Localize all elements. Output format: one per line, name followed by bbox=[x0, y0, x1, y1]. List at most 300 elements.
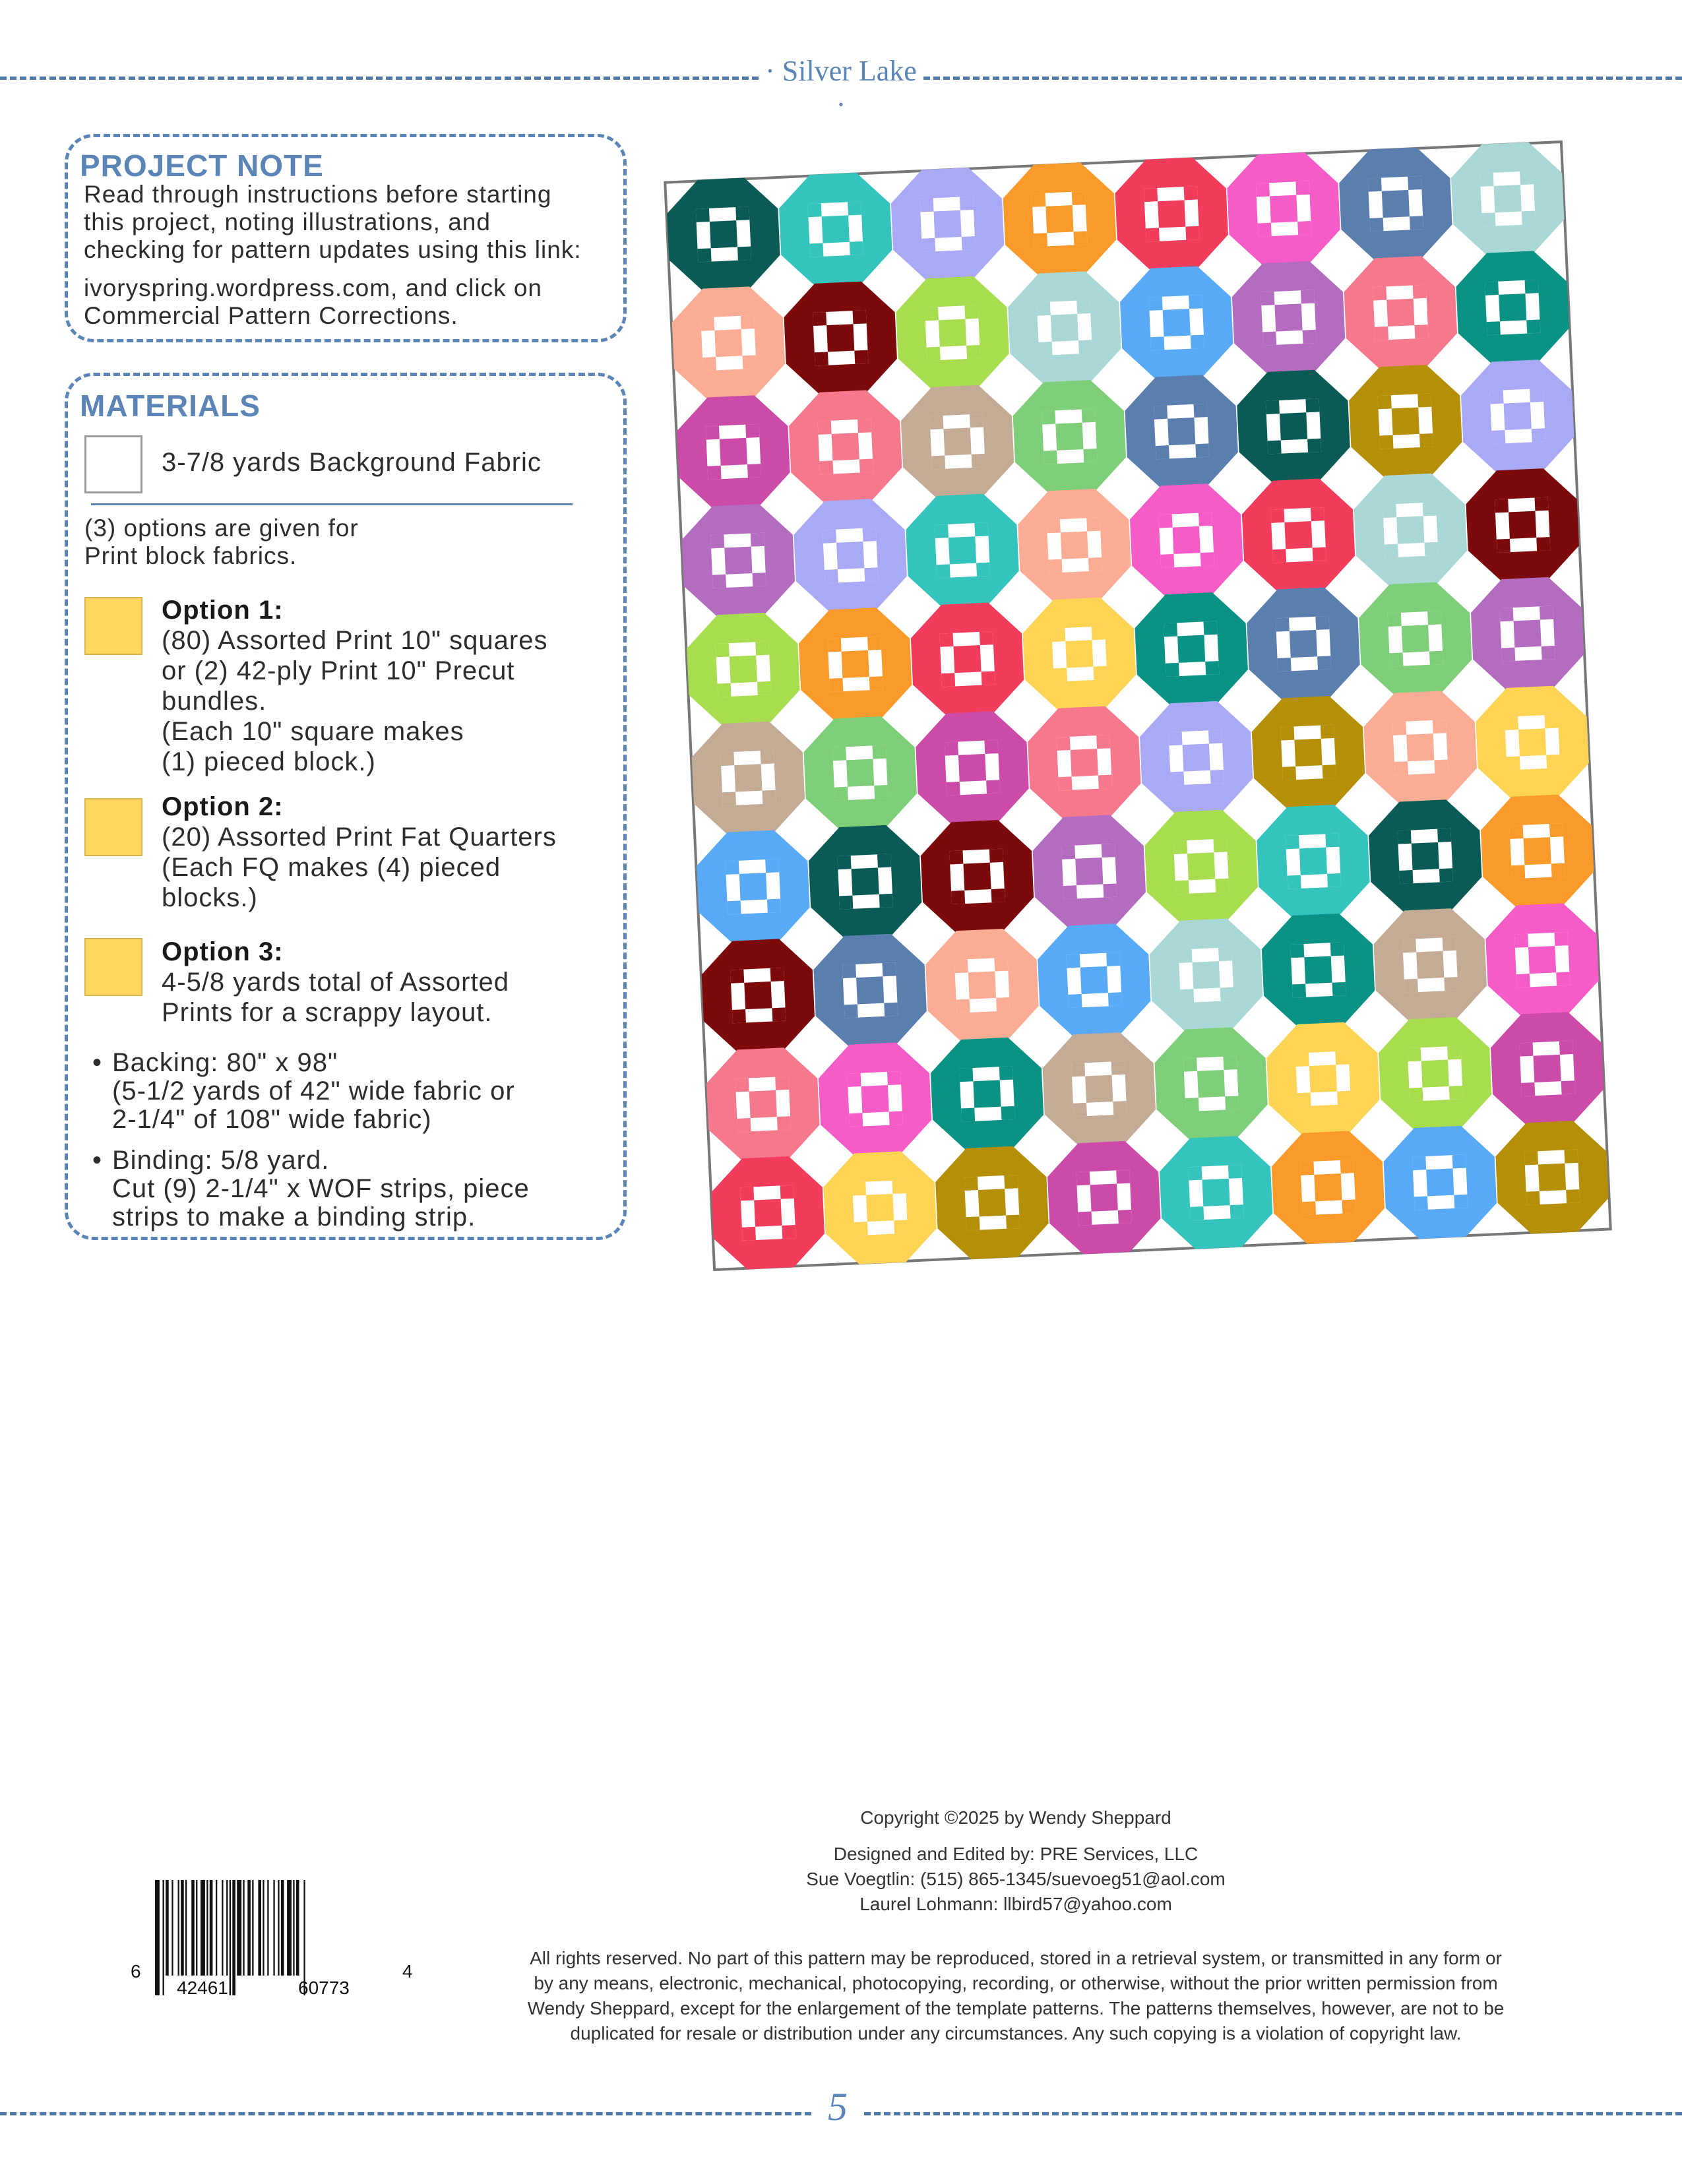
barcode-bar bbox=[263, 1880, 264, 1976]
quilt-block-corner-piece bbox=[960, 197, 974, 210]
barcode-bar bbox=[267, 1880, 268, 1976]
quilt-block-corner-piece bbox=[1208, 730, 1222, 743]
quilt-block-white-piece bbox=[808, 216, 823, 243]
binding-line: Binding: 5/8 yard. bbox=[112, 1146, 330, 1175]
quilt-block-white-piece bbox=[833, 760, 848, 787]
quilt-block-corner-piece bbox=[854, 1222, 868, 1235]
note-link-line[interactable]: ivoryspring.wordpress.com, and click on bbox=[84, 274, 542, 301]
quilt-block-corner-piece bbox=[954, 959, 968, 973]
quilt-block-corner-piece bbox=[1449, 1086, 1463, 1100]
quilt-block-white-piece bbox=[1393, 735, 1408, 762]
quilt-block-corner-piece bbox=[882, 962, 896, 976]
quilt-block-corner-piece bbox=[1409, 1088, 1423, 1102]
quilt-block-corner-piece bbox=[1170, 772, 1184, 786]
quilt-block-corner-piece bbox=[1103, 883, 1117, 897]
quilt-block-corner-piece bbox=[1427, 611, 1441, 625]
quilt-block-corner-piece bbox=[717, 683, 731, 697]
rights-line: All rights reserved. No part of this pattern may be reproduced, stored in a retrieval system, or transmitted in any form or bbox=[530, 1948, 1502, 1968]
credits bbox=[759, 1805, 1273, 1917]
quilt-block-corner-piece bbox=[1164, 623, 1177, 637]
quilt-block-corner-piece bbox=[1412, 1156, 1426, 1170]
barcode-bar bbox=[278, 1880, 279, 1976]
quilt-block-white-piece bbox=[995, 971, 1009, 998]
quilt-block-white-piece bbox=[1540, 619, 1555, 646]
quilt-block-corner-piece bbox=[1330, 942, 1344, 956]
note-line: Commercial Pattern Corrections. bbox=[84, 302, 458, 329]
quilt-block-white-piece bbox=[858, 432, 873, 459]
quilt-block-white-piece bbox=[1214, 852, 1228, 879]
quilt-block-corner-piece bbox=[1154, 406, 1168, 420]
quilt-block-corner-piece bbox=[873, 745, 887, 759]
quilt-block-white-piece bbox=[1296, 1066, 1311, 1093]
quilt-block-corner-piece bbox=[775, 1076, 789, 1090]
quilt-block-corner-piece bbox=[819, 460, 833, 474]
quilt-block-white-piece bbox=[1276, 631, 1291, 658]
quilt-block-corner-piece bbox=[1447, 1045, 1461, 1059]
quilt-block-corner-piece bbox=[1511, 865, 1525, 879]
quilt-block-corner-piece bbox=[745, 424, 759, 438]
quilt-block-white-piece bbox=[1000, 1079, 1014, 1106]
quilt-block-corner-piece bbox=[1443, 937, 1456, 951]
quilt-block-corner-piece bbox=[720, 752, 734, 766]
quilt-block-white-piece bbox=[925, 320, 940, 347]
quilt-block-corner-piece bbox=[1514, 934, 1528, 948]
quilt-block-corner-piece bbox=[863, 528, 877, 542]
barcode-bar bbox=[155, 1880, 160, 1995]
quilt-block-white-piece bbox=[1257, 196, 1271, 223]
quilt-block-corner-piece bbox=[1272, 549, 1286, 563]
quilt-block-corner-piece bbox=[984, 740, 998, 754]
barcode-digits-right: 60773 bbox=[298, 1978, 350, 1998]
header-dashed-line-left bbox=[0, 77, 759, 80]
options-intro bbox=[84, 515, 359, 570]
quilt-block-corner-piece bbox=[1102, 844, 1115, 858]
quilt-block-white-piece bbox=[853, 323, 867, 350]
quilt-block-corner-piece bbox=[716, 643, 730, 657]
quilt-block-corner-piece bbox=[1096, 735, 1110, 749]
quilt-block-corner-piece bbox=[752, 573, 766, 586]
quilt-block-white-piece bbox=[781, 1199, 795, 1226]
quilt-block-white-piece bbox=[1448, 1059, 1462, 1086]
rights-line: duplicated for resale or distribution under any circumstances. Any such copying is a violation of copyright law. bbox=[570, 2023, 1462, 2044]
quilt-block-corner-piece bbox=[1093, 666, 1107, 680]
quilt-block-white-piece bbox=[1052, 641, 1067, 668]
quilt-block-corner-piece bbox=[959, 1068, 973, 1082]
quilt-block-corner-piece bbox=[809, 243, 823, 257]
options-intro-line: Print block fabrics. bbox=[84, 542, 297, 569]
quilt-block-corner-piece bbox=[1270, 509, 1284, 523]
quilt-block-corner-piece bbox=[1325, 833, 1339, 847]
quilt-block-corner-piece bbox=[1526, 1191, 1540, 1205]
quilt-block-white-piece bbox=[731, 983, 745, 1010]
quilt-block-corner-piece bbox=[1497, 539, 1511, 553]
quilt-block-corner-piece bbox=[1398, 830, 1412, 844]
quilt-block-white-piece bbox=[1281, 740, 1295, 767]
quilt-block-corner-piece bbox=[727, 900, 741, 914]
bullet-dot: • bbox=[92, 1048, 103, 1077]
quilt-block-corner-piece bbox=[1444, 977, 1458, 991]
quilt-block-corner-piece bbox=[1485, 282, 1499, 296]
quilt-block-corner-piece bbox=[864, 567, 878, 581]
quilt-block-white-piece bbox=[848, 215, 863, 242]
quilt-block-white-piece bbox=[1092, 639, 1107, 666]
option-2-swatch bbox=[84, 798, 142, 856]
quilt-block-corner-piece bbox=[972, 454, 985, 468]
quilt-block-white-piece bbox=[838, 869, 852, 896]
rights-statement bbox=[445, 1946, 1586, 2046]
quilt-block-corner-piece bbox=[1424, 542, 1438, 556]
quilt-block-white-piece bbox=[1306, 412, 1321, 439]
barcode-bar bbox=[191, 1880, 195, 1976]
materials-box bbox=[65, 373, 627, 1240]
quilt-block-corner-piece bbox=[1205, 661, 1219, 675]
quilt-block-corner-piece bbox=[1434, 759, 1448, 773]
quilt-block-corner-piece bbox=[1223, 1056, 1237, 1070]
quilt-block-corner-piece bbox=[1295, 181, 1309, 195]
quilt-block-corner-piece bbox=[1311, 507, 1324, 521]
quilt-block-white-piece bbox=[1219, 960, 1233, 987]
quilt-block-corner-piece bbox=[1218, 947, 1232, 961]
quilt-block-corner-piece bbox=[921, 238, 935, 252]
quilt-block-corner-piece bbox=[1509, 825, 1523, 839]
quilt-block-corner-piece bbox=[1439, 868, 1453, 882]
bullet-dot: • bbox=[92, 1146, 103, 1175]
option-line: (Each 10" square makes bbox=[162, 717, 464, 746]
option-3-title: Option 3: bbox=[162, 937, 284, 966]
contact-line: Laurel Lohmann: llbird57@yahoo.com bbox=[859, 1894, 1172, 1914]
quilt-block-corner-piece bbox=[726, 861, 739, 875]
quilt-block-white-piece bbox=[716, 656, 731, 683]
materials-divider bbox=[91, 503, 573, 505]
quilt-block-white-piece bbox=[1209, 743, 1224, 770]
quilt-block-white-piece bbox=[761, 763, 776, 790]
options-intro-line: (3) options are given for bbox=[84, 515, 359, 542]
quilt-block-corner-piece bbox=[1301, 290, 1315, 303]
quilt-block-white-piece bbox=[1199, 526, 1214, 553]
quilt-block-corner-piece bbox=[777, 1116, 791, 1130]
quilt-block-corner-piece bbox=[956, 999, 970, 1013]
quilt-block-corner-piece bbox=[892, 1180, 906, 1194]
quilt-block-white-piece bbox=[1271, 522, 1286, 549]
quilt-block-white-piece bbox=[1373, 300, 1388, 327]
quilt-block-white-piece bbox=[1520, 1056, 1534, 1083]
quilt-block-corner-piece bbox=[701, 317, 714, 331]
quilt-block-corner-piece bbox=[1414, 325, 1428, 338]
quilt-block-white-piece bbox=[771, 981, 786, 1008]
quilt-block-corner-piece bbox=[962, 236, 976, 250]
quilt-block-white-piece bbox=[1286, 848, 1301, 875]
quilt-block-white-piece bbox=[873, 759, 887, 786]
quilt-block-corner-piece bbox=[757, 681, 771, 695]
quilt-block-white-piece bbox=[1097, 748, 1111, 775]
quilt-block-corner-piece bbox=[696, 208, 710, 222]
quilt-block-corner-piece bbox=[1507, 757, 1520, 770]
rights-line: by any means, electronic, mechanical, photocopying, recording, or otherwise, without the prior written permission from bbox=[534, 1973, 1498, 1993]
quilt-block-white-piece bbox=[945, 755, 960, 782]
quilt-block-white-piece bbox=[940, 646, 954, 673]
quilt-block-corner-piece bbox=[1321, 725, 1334, 739]
quilt-block-white-piece bbox=[823, 543, 838, 570]
quilt-block-corner-piece bbox=[712, 575, 726, 588]
quilt-block-corner-piece bbox=[1323, 764, 1336, 778]
barcode-bar bbox=[247, 1880, 251, 1976]
option-2-text bbox=[162, 792, 557, 913]
quilt-block-corner-piece bbox=[1261, 292, 1274, 305]
quilt-block-corner-piece bbox=[735, 206, 749, 220]
note-line: Read through instructions before starting bbox=[84, 181, 552, 208]
barcode-digit-last: 4 bbox=[402, 1961, 413, 1981]
quilt-block-corner-piece bbox=[1188, 1166, 1202, 1180]
quilt-block-corner-piece bbox=[1305, 398, 1319, 412]
quilt-block-corner-piece bbox=[730, 970, 744, 983]
quilt-block-white-piece bbox=[1438, 842, 1452, 869]
quilt-block-corner-piece bbox=[1549, 823, 1563, 837]
quilt-block-white-piece bbox=[1433, 733, 1448, 760]
barcode-bar bbox=[210, 1880, 213, 1976]
quilt-block-corner-piece bbox=[1532, 428, 1545, 442]
option-line: or (2) 42-ply Print 10" Precut bbox=[162, 656, 515, 685]
quilt-block-corner-piece bbox=[834, 787, 848, 801]
quilt-block-white-piece bbox=[1336, 1064, 1350, 1091]
quilt-block-white-piece bbox=[1369, 191, 1383, 218]
quilt-block-corner-piece bbox=[1375, 327, 1388, 340]
quilt-block-corner-piece bbox=[887, 1071, 901, 1085]
quilt-block-corner-piece bbox=[1160, 554, 1174, 568]
backing-line: (5-1/2 yards of 42" wide fabric or bbox=[112, 1076, 515, 1106]
quilt-block-white-piece bbox=[1057, 750, 1072, 777]
quilt-block-corner-piece bbox=[1368, 178, 1382, 192]
designer-line: Designed and Edited by: PRE Services, LLC bbox=[833, 1844, 1199, 1864]
option-line: 4-5/8 yards total of Assorted bbox=[162, 968, 510, 997]
quilt-block-white-piece bbox=[1189, 308, 1204, 335]
quilt-block-corner-piece bbox=[1379, 435, 1393, 449]
quilt-block-corner-piece bbox=[1276, 618, 1290, 632]
quilt-block-white-piece bbox=[813, 325, 828, 352]
quilt-block-corner-piece bbox=[1392, 722, 1406, 735]
quilt-block-white-piece bbox=[1383, 517, 1398, 544]
quilt-block-white-piece bbox=[711, 547, 726, 575]
quilt-block-corner-piece bbox=[884, 1003, 898, 1016]
quilt-block-corner-piece bbox=[1144, 188, 1158, 202]
quilt-block-white-piece bbox=[1500, 621, 1514, 648]
quilt-block-white-piece bbox=[868, 650, 883, 677]
quilt-block-white-piece bbox=[1505, 730, 1520, 757]
quilt-block-corner-piece bbox=[702, 357, 716, 371]
quilt-block-white-piece bbox=[1321, 738, 1336, 765]
quilt-block-corner-piece bbox=[1290, 944, 1304, 958]
quilt-block-white-piece bbox=[1102, 857, 1117, 884]
quilt-block-white-piece bbox=[1408, 1061, 1422, 1088]
quilt-block-corner-piece bbox=[1190, 1206, 1204, 1220]
quilt-block-corner-piece bbox=[808, 203, 822, 217]
barcode-bar bbox=[196, 1880, 197, 1976]
quilt-block-corner-piece bbox=[737, 1118, 751, 1132]
quilt-block-white-piece bbox=[990, 862, 1005, 889]
quilt-block-corner-piece bbox=[1551, 863, 1565, 877]
quilt-block-corner-piece bbox=[1388, 613, 1402, 627]
quilt-block-white-piece bbox=[1032, 206, 1047, 234]
quilt-block-corner-piece bbox=[1061, 846, 1075, 859]
quilt-block-corner-piece bbox=[1180, 989, 1194, 1003]
quilt-block-corner-piece bbox=[1156, 445, 1169, 459]
quilt-block-corner-piece bbox=[951, 890, 965, 904]
quilt-block-corner-piece bbox=[945, 742, 958, 756]
quilt-block-white-piece bbox=[980, 644, 995, 671]
quilt-block-white-piece bbox=[1398, 844, 1413, 871]
quilt-block-white-piece bbox=[1510, 838, 1524, 865]
quilt-block-corner-piece bbox=[1173, 840, 1187, 854]
quilt-block-corner-piece bbox=[1414, 1197, 1428, 1210]
quilt-block-white-piece bbox=[1550, 836, 1565, 863]
option-line: Prints for a scrappy layout. bbox=[162, 998, 493, 1027]
option-line: (1) pieced block.) bbox=[162, 747, 376, 776]
quilt-block-corner-piece bbox=[844, 1004, 858, 1018]
quilt-block-white-piece bbox=[1159, 528, 1173, 555]
quilt-block-white-piece bbox=[1565, 1163, 1579, 1190]
quilt-block-corner-piece bbox=[1383, 504, 1396, 518]
quilt-block-white-piece bbox=[1042, 424, 1057, 451]
quilt-block-corner-piece bbox=[980, 631, 993, 645]
quilt-block-white-piece bbox=[1326, 847, 1340, 874]
quilt-block-white-piece bbox=[1077, 1185, 1092, 1212]
quilt-block-corner-piece bbox=[859, 459, 873, 473]
quilt-block-corner-piece bbox=[1332, 982, 1346, 996]
quilt-block-white-piece bbox=[975, 536, 989, 563]
barcode-bar bbox=[163, 1880, 164, 1995]
quilt-block-corner-piece bbox=[925, 307, 939, 321]
quilt-block-white-piece bbox=[863, 541, 877, 568]
quilt-block-corner-piece bbox=[964, 1177, 978, 1191]
barcode-bar bbox=[293, 1880, 294, 1976]
quilt-block-corner-piece bbox=[1566, 1189, 1580, 1203]
quilt-block-corner-piece bbox=[1175, 880, 1189, 894]
barcode-bar bbox=[206, 1880, 208, 1976]
quilt-block-corner-piece bbox=[927, 347, 941, 361]
quilt-block-corner-piece bbox=[1286, 835, 1299, 849]
option-1-title: Option 1: bbox=[162, 596, 284, 625]
quilt-block-white-piece bbox=[726, 874, 741, 901]
quilt-block-corner-piece bbox=[1524, 1151, 1538, 1165]
quilt-block-corner-piece bbox=[1072, 191, 1086, 205]
quilt-block-corner-piece bbox=[770, 968, 784, 982]
quilt-block-white-piece bbox=[746, 437, 761, 464]
quilt-block-corner-piece bbox=[1313, 547, 1326, 561]
quilt-block-corner-piece bbox=[1210, 770, 1224, 784]
quilt-block-corner-piece bbox=[1268, 440, 1282, 454]
quilt-block-corner-piece bbox=[839, 896, 853, 910]
quilt-block-corner-piece bbox=[1297, 221, 1311, 235]
quilt-block-corner-piece bbox=[1487, 321, 1501, 335]
quilt-block-white-piece bbox=[756, 655, 770, 682]
quilt-block-corner-piece bbox=[1499, 608, 1513, 621]
option-line: blocks.) bbox=[162, 883, 258, 912]
quilt-block-corner-piece bbox=[823, 530, 836, 544]
quilt-block-corner-piece bbox=[1262, 332, 1276, 346]
quilt-block-corner-piece bbox=[1516, 974, 1530, 987]
quilt-block-corner-piece bbox=[854, 350, 868, 364]
quilt-block-corner-piece bbox=[1185, 1098, 1199, 1111]
quilt-block-corner-piece bbox=[996, 997, 1010, 1011]
quilt-block-white-piece bbox=[1194, 417, 1208, 444]
quilt-block-white-piece bbox=[706, 439, 721, 466]
barcode-bar bbox=[252, 1880, 253, 1976]
quilt-block-white-piece bbox=[985, 753, 999, 780]
quilt-block-white-piece bbox=[1418, 407, 1433, 434]
quilt-block-corner-piece bbox=[894, 1220, 908, 1233]
quilt-block-corner-piece bbox=[1228, 1165, 1242, 1179]
quilt-block-corner-piece bbox=[1076, 300, 1090, 314]
quilt-block-corner-piece bbox=[1337, 1091, 1351, 1105]
quilt-block-corner-piece bbox=[1258, 223, 1272, 237]
quilt-block-corner-piece bbox=[1495, 499, 1509, 513]
quilt-block-corner-piece bbox=[762, 790, 776, 804]
title-dot-left: · bbox=[765, 55, 775, 87]
quilt-block-corner-piece bbox=[1111, 1061, 1125, 1075]
quilt-block-white-piece bbox=[1555, 945, 1569, 972]
quilt-block-corner-piece bbox=[1204, 621, 1218, 635]
quilt-block-white-piece bbox=[1149, 310, 1164, 337]
quilt-block-corner-piece bbox=[1295, 1053, 1309, 1067]
quilt-block-corner-piece bbox=[976, 563, 990, 577]
quilt-block-corner-piece bbox=[1088, 557, 1102, 571]
quilt-block-corner-piece bbox=[818, 421, 832, 435]
project-note-title: PROJECT NOTE bbox=[80, 148, 324, 183]
quilt-block-white-piece bbox=[1073, 204, 1087, 232]
quilt-block-white-piece bbox=[1520, 184, 1535, 211]
quilt-block-white-piece bbox=[848, 1086, 862, 1113]
quilt-block-white-piece bbox=[1414, 298, 1428, 325]
quilt-block-corner-piece bbox=[857, 419, 871, 433]
quilt-block-corner-piece bbox=[815, 352, 828, 365]
quilt-block-corner-piece bbox=[1047, 519, 1061, 533]
quilt-block-white-piece bbox=[721, 765, 735, 792]
quilt-block-corner-piece bbox=[829, 678, 843, 692]
quilt-block-white-piece bbox=[965, 319, 980, 346]
quilt-block-corner-piece bbox=[742, 1227, 756, 1241]
quilt-block-white-piece bbox=[1072, 1076, 1086, 1104]
quilt-block-corner-piece bbox=[1389, 652, 1403, 666]
quilt-block-corner-piece bbox=[1525, 280, 1539, 294]
quilt-block-corner-piece bbox=[1178, 949, 1192, 963]
quilt-block-corner-piece bbox=[1063, 885, 1077, 899]
quilt-block-corner-piece bbox=[1526, 319, 1540, 333]
quilt-block-corner-piece bbox=[1540, 606, 1553, 619]
quilt-block-corner-piece bbox=[1556, 972, 1570, 985]
quilt-block-white-piece bbox=[965, 1190, 980, 1217]
quilt-block-white-piece bbox=[1112, 1075, 1127, 1102]
note-line: checking for pattern updates using this link: bbox=[84, 236, 582, 263]
quilt-block-corner-piece bbox=[1542, 646, 1555, 660]
quilt-block-corner-piece bbox=[1317, 656, 1331, 670]
note-line: this project, noting illustrations, and bbox=[84, 208, 491, 235]
barcode-bar bbox=[296, 1880, 299, 1976]
quilt-block-corner-piece bbox=[949, 850, 963, 864]
barcode-bar bbox=[258, 1880, 261, 1976]
barcode-bar bbox=[230, 1880, 231, 1995]
backing-line: 2-1/4" of 108" wide fabric) bbox=[112, 1105, 432, 1134]
page-number: 5 bbox=[828, 2085, 848, 2129]
quilt-block-corner-piece bbox=[964, 305, 978, 319]
quilt-block-corner-piece bbox=[1092, 626, 1106, 640]
quilt-block-corner-piece bbox=[1185, 226, 1199, 240]
quilt-block-corner-piece bbox=[1082, 409, 1096, 423]
quilt-block-corner-piece bbox=[1078, 1212, 1092, 1226]
quilt-block-corner-piece bbox=[1106, 952, 1120, 966]
quilt-block-corner-piece bbox=[853, 310, 867, 324]
quilt-block-corner-piece bbox=[1001, 1106, 1015, 1120]
quilt-block-corner-piece bbox=[1043, 451, 1057, 464]
quilt-block-corner-piece bbox=[732, 1009, 746, 1023]
